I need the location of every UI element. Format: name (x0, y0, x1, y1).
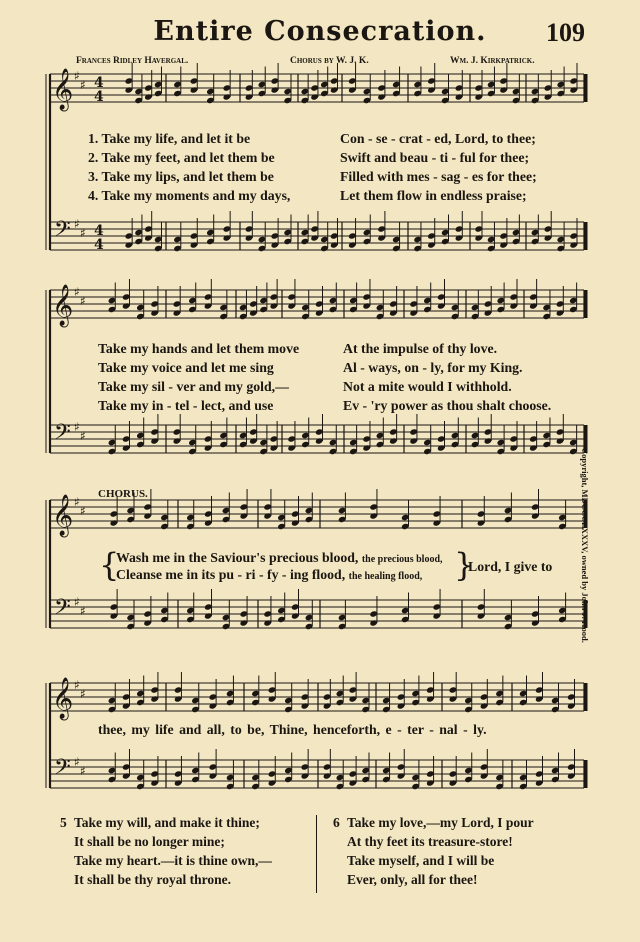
system1-bass-clef: 𝄢 (54, 217, 71, 247)
system3-treble-clef: 𝄞 (52, 495, 74, 536)
system4-bass-clef: 𝄢 (54, 755, 71, 785)
stanza6-line2: At thy feet its treasure-store! (347, 834, 513, 849)
chorus-line1-main: Wash me in the Saviour's precious blood, (116, 550, 359, 565)
music-credit: Wm. J. Kirkpatrick. (450, 56, 535, 66)
stanza5-line3: Take my heart.—it is thine own,— (74, 853, 272, 868)
stanza5-line2: It shall be no longer mine; (74, 834, 225, 849)
system2-bass-key: ♯ (74, 420, 80, 434)
stanza5-line4: It shall be thy royal throne. (74, 872, 232, 887)
system1-bass-key: ♯ (74, 217, 80, 231)
stanza-6 (333, 813, 534, 889)
verse1-right: Con - se - crat - ed, Lord, to thee; (340, 131, 536, 146)
stanza6-line4: Ever, only, all for thee! (347, 872, 478, 887)
chorus-line1 (116, 550, 443, 566)
stanza6-line3: Take myself, and I will be (347, 853, 495, 868)
system1-bass-key: ♯ (80, 226, 86, 240)
stanza6-number: 6 (333, 815, 340, 830)
system4-lyric: thee, my life and all, to be, Thine, henceforth, e - ter - nal - ly. (98, 722, 487, 737)
system1-treble-key: ♯ (80, 78, 86, 92)
system4-bass-key: ♯ (74, 755, 80, 769)
chorus-line2-main: Cleanse me in its pu - ri - fy - ing flood, (116, 567, 346, 582)
verse2-cont-right: Al - ways, on - ly, for my King. (343, 360, 523, 375)
verse3-left: 3. Take my lips, and let them be (88, 169, 274, 184)
system4-bass-key: ♯ (80, 764, 86, 778)
verse2-left: 2. Take my feet, and let them be (88, 150, 275, 165)
stanza5-number: 5 (60, 815, 67, 830)
stanza-divider (316, 815, 317, 893)
verse2-right: Swift and beau - ti - ful for thee; (340, 150, 530, 165)
hymn-title: Entire Consecration. (153, 16, 487, 47)
verse1-cont-right: At the impulse of thy love. (343, 341, 498, 356)
chorus-continuation: Lord, I give to (468, 559, 553, 574)
verse4-left: 4. Take my moments and my days, (88, 188, 291, 203)
system4-treble-key: ♯ (80, 687, 86, 701)
words-credit: Frances Ridley Havergal. (76, 56, 189, 66)
system2-bass-clef: 𝄢 (54, 420, 71, 450)
stanza-5 (60, 813, 272, 889)
system3-treble-key: ♯ (74, 495, 80, 509)
system2-lyrics (98, 341, 578, 421)
chorus-line2 (116, 567, 422, 583)
verse4-cont-right: Ev - 'ry power as thou shalt choose. (343, 398, 552, 413)
chorus-credit: Chorus by W. J. K. (290, 56, 369, 66)
chorus-line2-small: the healing flood, (348, 571, 423, 582)
system1-treble-clef: 𝄞 (52, 69, 74, 110)
system1-time-bottom: 4 (94, 237, 104, 253)
verse3-cont-left: Take my sil - ver and my gold,— (98, 379, 289, 394)
page-number: 109 (546, 18, 585, 47)
system3-bass-clef: 𝄢 (54, 595, 71, 625)
verse4-cont-left: Take my in - tel - lect, and use (98, 398, 274, 413)
system1-time-top: 4 (94, 75, 104, 91)
verse3-right: Filled with mes - sag - es for thee; (340, 169, 537, 184)
system4-treble-key: ♯ (74, 678, 80, 692)
system3-bass-key: ♯ (74, 595, 80, 609)
stanza5-line1: Take my will, and make it thine; (74, 815, 260, 830)
system1-time-bottom: 4 (94, 223, 104, 239)
system3-treble-key: ♯ (80, 504, 86, 518)
system2-treble-clef: 𝄞 (52, 285, 74, 326)
chorus-brace-left: { (99, 546, 120, 584)
verse1-left: 1. Take my life, and let it be (88, 131, 251, 146)
chorus-brace-right: } (454, 546, 475, 584)
system2-treble-key: ♯ (80, 294, 86, 308)
verse3-cont-right: Not a mite would I withhold. (343, 379, 512, 394)
chorus-label: CHORUS. (98, 488, 148, 500)
verse1-cont-left: Take my hands and let them move (98, 341, 300, 356)
stanza6-line1: Take my love,—my Lord, I pour (347, 815, 534, 830)
system1-treble-key: ♯ (74, 69, 80, 83)
verse4-right: Let them flow in endless praise; (340, 188, 527, 203)
system2-bass-key: ♯ (80, 429, 86, 443)
system1-lyrics (88, 131, 588, 211)
verse2-cont-left: Take my voice and let me sing (98, 360, 274, 375)
system3-bass-key: ♯ (80, 604, 86, 618)
system4-treble-clef: 𝄞 (52, 678, 74, 719)
system2-treble-key: ♯ (74, 285, 80, 299)
chorus-line1-small: the precious blood, (361, 554, 443, 565)
system1-time-top: 4 (94, 89, 104, 105)
copyright-notice: Copyright, MDCCCLXXXV, owned by John J. Hood. (580, 448, 590, 643)
